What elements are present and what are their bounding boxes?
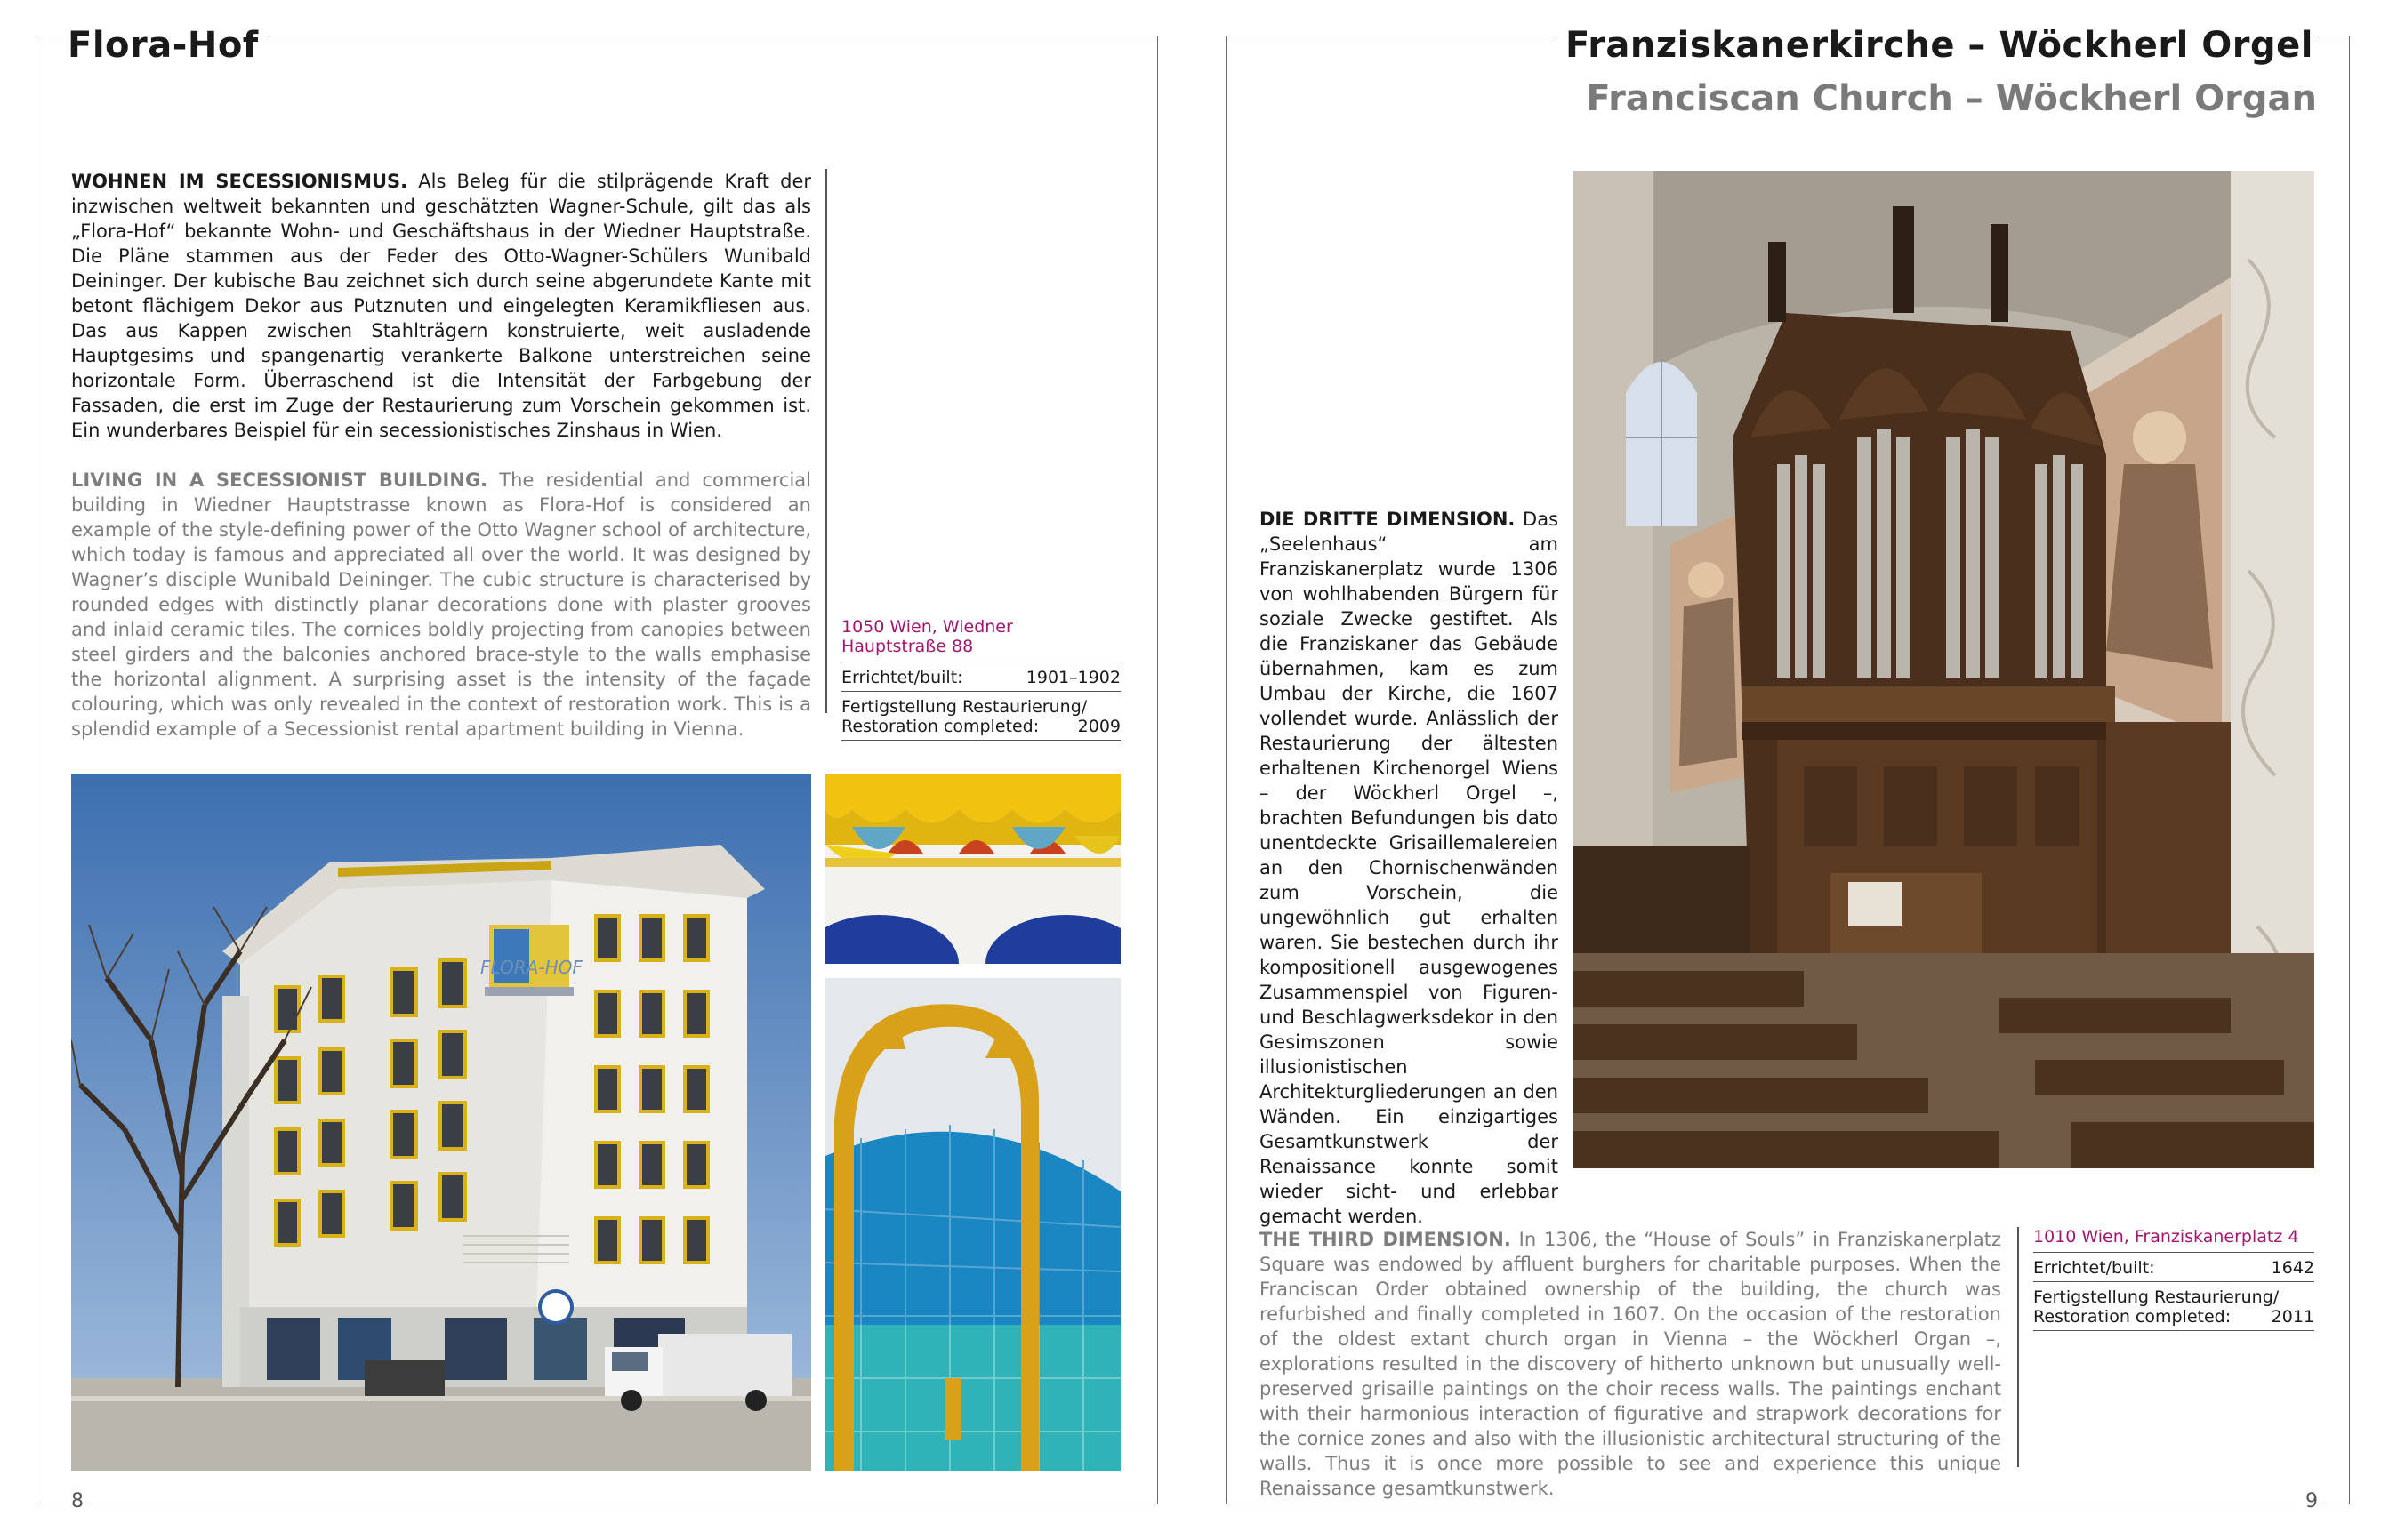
english-paragraph	[1259, 1227, 2001, 1501]
column-divider	[825, 169, 827, 713]
info-box	[2033, 1227, 2314, 1331]
address: 1010 Wien, Franziskanerplatz 4	[2033, 1227, 2314, 1253]
german-paragraph	[1259, 507, 1558, 1229]
restoration-row	[2033, 1282, 2314, 1331]
german-text: Das „Seelenhaus“ am Franziskanerplatz wurde 1306 von wohlhabenden Bürgern für soziale Zwecke gestiftet. Als die Franziskaner das Gebäude übernahmen, kam es zum Umbau der Kirche, die 1607 vollendet wurde. Anlässlich der Restaurierung der ältesten erhaltenen Kirchenorgel Wiens – der Wöckherl Orgel –, brachten Befundungen bis dato unentdeckte Grisaillemalereien an den Chornischenwänden zum Vorschein, die ungewöhnlich gut erhalten waren. Sie bestechen durch ihr kompositionell ausgewogenes Zusammenspiel von Figuren- und Beschlagwerksdekor in den Gesimszonen sowie illusionistischen Architekturgliederungen an den Wänden. Ein einzigartiges Gesamtkunstwerk der Renaissance konnte somit wieder sicht- und erlebbar gemacht werden.	[1259, 509, 1559, 1227]
built-value: 1642	[2271, 1258, 2314, 1278]
restoration-label-1: Fertigstellung Restaurierung/	[841, 697, 1088, 717]
restoration-row	[841, 692, 1121, 741]
page-title: Flora-Hof	[64, 25, 269, 66]
restoration-value: 2011	[2271, 1307, 2314, 1327]
english-lead: THE THIRD DIMENSION.	[1259, 1229, 1511, 1250]
svg-text:FLORA-HOF: FLORA-HOF	[480, 957, 583, 978]
info-box	[841, 617, 1121, 741]
tile-detail-photo	[825, 774, 1121, 964]
restoration-label-1: Fertigstellung Restaurierung/	[2033, 1287, 2280, 1307]
page-subtitle: Franciscan Church – Wöckherl Organ	[1586, 78, 2317, 119]
right-page	[1190, 0, 2381, 1540]
building-photo	[71, 774, 811, 1471]
built-row	[841, 662, 1121, 692]
page-number: 9	[2298, 1490, 2325, 1512]
organ-photo	[1573, 171, 2314, 1168]
german-paragraph	[71, 169, 811, 443]
built-label: Errichtet/built:	[841, 668, 963, 687]
built-label: Errichtet/built:	[2033, 1258, 2155, 1278]
english-text: The residential and commercial building in Wiedner Hauptstrasse known as Flora-Hof is considered an example of the style-defining power of the Otto Wagner school of architecture, which today is famous and appreciated all over the world. It was designed by Wagner’s disciple Wunibald Deininger. The cubic structure is characterised by rounded edges with distinctly planar decorations done with plaster grooves and inlaid ceramic tiles. The cornices boldly projecting from canopies between steel girders and the balconies anchored brace-style to the walls emphasise the horizontal alignment. A surprising asset is the intensity of the façade colouring, which was only revealed in the context of restoration work. This is a splendid example of a Secessionist rental apartment building in Vienna.	[71, 469, 811, 740]
english-text: In 1306, the “House of Souls” in Franziskanerplatz Square was endowed by affluent burghers for charitable purposes. When the Franciscan Order obtained ownership of the building, the church was refurbished and finally completed in 1607. On the occasion of the restoration of the oldest extant church organ in Vienna – the Wöckherl Organ –, explorations resulted in the discovery of hitherto unknown but unusually well-preserved grisaille paintings on the choir recess walls. The paintings enchant with their harmonious interaction of figurative and strapwork decorations for the cornice zones and also with the illusionistic architectural structuring of the walls. Thus it is once more possible to see and experience this unique Renaissance gesamtkunstwerk.	[1259, 1229, 2001, 1499]
german-lead: WOHNEN IM SECESSIONISMUS.	[71, 171, 408, 192]
column-divider	[2017, 1227, 2019, 1467]
restoration-value: 2009	[1077, 717, 1121, 736]
built-value: 1901–1902	[1026, 668, 1121, 687]
page-title: Franziskanerkirche – Wöckherl Orgel	[1555, 25, 2317, 66]
german-text: Als Beleg für die stilprägende Kraft der inzwischen weltweit bekannten und geschätzten Wagner-Schule, gilt das als „Flora-Hof“ bekannte Wohn- und Geschäftshaus in der Wiedner Hauptstraße. Die Pläne stammen aus der Feder des Otto-Wagner-Schülers Wunibald Deininger. Der kubische Bau zeichnet sich durch seine abgerundete Kante mit betont flächigem Dekor aus Putznuten und eingelegten Keramikfliesen aus. Das aus Kappen zwischen Stahlträgern konstruierte, weit ausladende Hauptgesims und spangenartig verankerte Balkone unterstreichen seine horizontale Form. Überraschend ist die Intensität der Farbgebung der Fassaden, die erst im Zuge der Restaurierung zum Vorschein gekommen ist. Ein wunderbares Beispiel für ein secessionistisches Zinshaus in Wien.	[71, 171, 811, 441]
english-paragraph	[71, 468, 811, 742]
german-lead: DIE DRITTE DIMENSION.	[1259, 509, 1516, 530]
page-number: 8	[64, 1490, 91, 1512]
english-lead: LIVING IN A SECESSIONIST BUILDING.	[71, 469, 488, 491]
left-page	[0, 0, 1190, 1540]
built-row	[2033, 1253, 2314, 1282]
balcony-detail-photo	[825, 978, 1121, 1471]
restoration-label-2: Restoration completed:	[2033, 1307, 2232, 1327]
address: 1050 Wien, Wiedner Hauptstraße 88	[841, 617, 1121, 662]
restoration-label-2: Restoration completed:	[841, 717, 1040, 736]
